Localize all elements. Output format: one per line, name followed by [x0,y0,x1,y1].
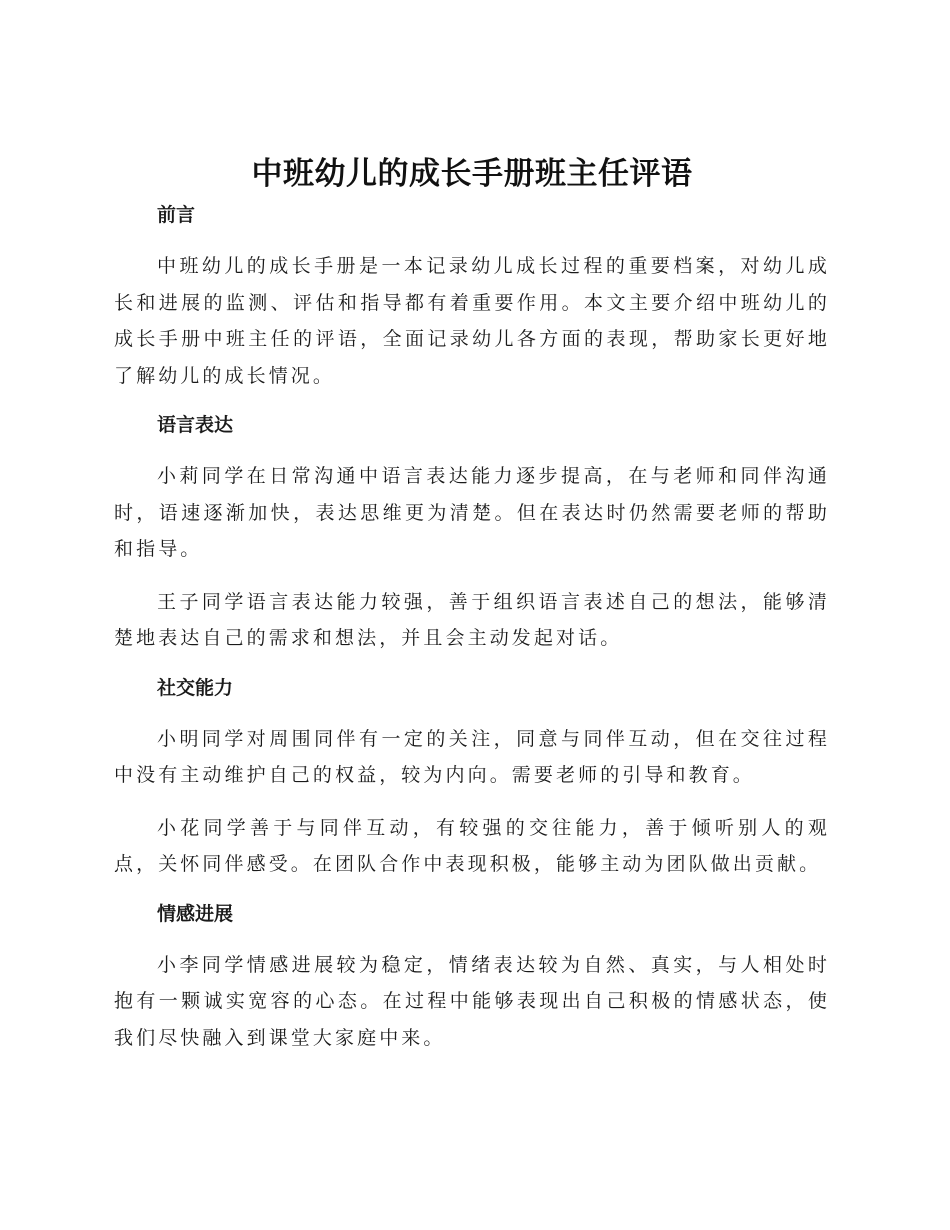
document-title: 中班幼儿的成长手册班主任评语 [251,156,693,192]
paragraph-emotion-1: 小李同学情感进展较为稳定，情绪表达较为自然、真实，与人相处时抱有一颗诚实宽容的心态。在过程中能够表现出自己积极的情感状态，使我们尽快融入到课堂大家庭中来。 [114,953,830,1049]
paragraph-language-1: 小莉同学在日常沟通中语言表达能力逐步提高，在与老师和同伴沟通时，语速逐渐加快，表达思维更为清楚。但在表达时仍然需要老师的帮助和指导。 [114,465,830,560]
paragraph-language-2: 王子同学语言表达能力较强，善于组织语言表述自己的想法，能够清楚地表达自己的需求和想法，并且会主动发起对话。 [114,590,830,649]
section-heading-language: 语言表达 [157,414,234,436]
section-heading-social: 社交能力 [157,676,234,699]
section-heading-emotion: 情感进展 [157,902,234,925]
section-heading-preface: 前言 [157,204,196,226]
paragraph-social-2: 小花同学善于与同伴互动，有较强的交往能力，善于倾听别人的观点，关怀同伴感受。在团队合作中表现积极，能够主动为团队做出贡献。 [114,816,830,875]
paragraph-preface: 中班幼儿的成长手册是一本记录幼儿成长过程的重要档案，对幼儿成长和进展的监测、评估和指导都有着重要作用。本文主要介绍中班幼儿的成长手册中班主任的评语，全面记录幼儿各方面的表现，帮助家长更好地了解幼儿的成长情况。 [114,255,830,387]
paragraph-social-1: 小明同学对周围同伴有一定的关注，同意与同伴互动，但在交往过程中没有主动维护自己的权益，较为内向。需要老师的引导和教育。 [114,727,830,786]
